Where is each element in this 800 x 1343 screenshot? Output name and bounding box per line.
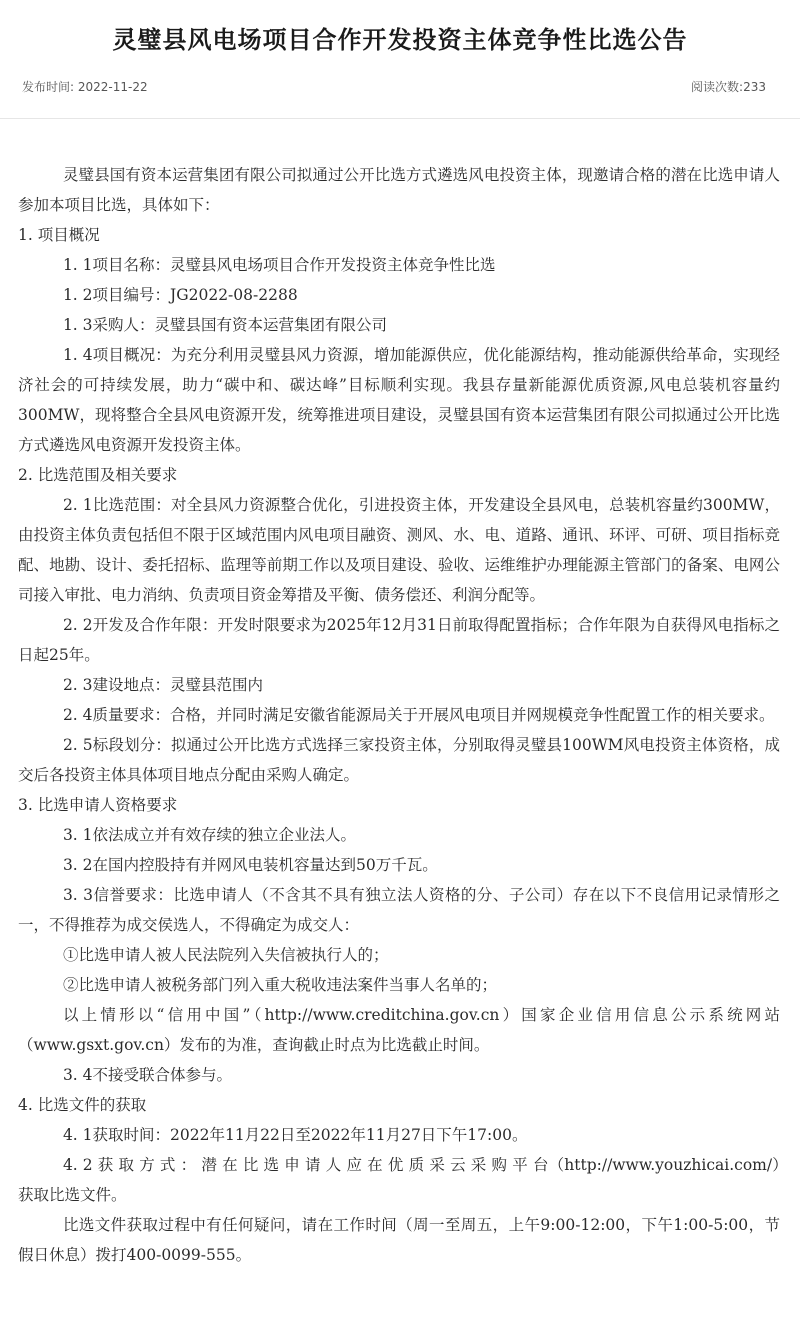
- paragraph: 2. 4质量要求：合格，并同时满足安徽省能源局关于开展风电项目并网规模竞争性配置工作的相关要求。: [62, 706, 775, 724]
- paragraph: 4. 1获取时间：2022年11月22日至2022年11月27日下午17:00。: [62, 1126, 528, 1144]
- publish-date: 2022-11-22: [77, 80, 148, 94]
- meta-row: [22, 78, 766, 96]
- paragraph: 3. 4不接受联合体参与。: [62, 1066, 233, 1084]
- publish-info: [22, 78, 148, 95]
- article-body: [18, 160, 780, 1270]
- paragraph: 1. 3采购人：灵璧县国有资本运营集团有限公司: [62, 316, 388, 334]
- paragraph: 2. 5标段划分：拟通过公开比选方式选择三家投资主体，分别取得灵璧县100WM风电投资主体资格，成交后各投资主体具体项目地点分配由采购人确定。: [18, 736, 780, 784]
- paragraph: 灵璧县国有资本运营集团有限公司拟通过公开比选方式遴选风电投资主体，现邀请合格的潜在比选申请人参加本项目比选，具体如下：: [18, 166, 780, 214]
- paragraph: 3. 3信誉要求：比选申请人（不含其不具有独立法人资格的分、子公司）存在以下不良信用记录情形之一，不得推荐为成交侯选人，不得确定为成交人：: [18, 886, 780, 934]
- paragraph: 2. 2开发及合作年限：开发时限要求为2025年12月31日前取得配置指标；合作年限为自获得风电指标之日起25年。: [18, 616, 780, 664]
- paragraph: 3. 比选申请人资格要求: [18, 796, 178, 814]
- article-header: [0, 0, 800, 119]
- paragraph: 1. 1项目名称：灵璧县风电场项目合作开发投资主体竞争性比选: [62, 256, 496, 274]
- read-count: 233: [743, 80, 766, 94]
- paragraph: 4. 2 获 取 方 式 ： 潜 在 比 选 申 请 人 应 在 优 质 采 云 采 购 平 台（http://www.youzhicai.com/）获取比选文件。: [18, 1156, 780, 1204]
- paragraph: 3. 1依法成立并有效存续的独立企业法人。: [62, 826, 357, 844]
- paragraph: ②比选申请人被税务部门列入重大税收违法案件当事人名单的；: [62, 976, 497, 994]
- paragraph: 以上情形以“信用中国”（http://www.creditchina.gov.cn）国家企业信用信息公示系统网站（www.gsxt.gov.cn）发布的为准，查询截止时点为比选截止时间。: [18, 1006, 780, 1054]
- paragraph: 4. 比选文件的获取: [18, 1096, 147, 1114]
- paragraph: 比选文件获取过程中有任何疑问，请在工作时间（周一至周五，上午9:00-12:00，下午1:00-5:00，节假日休息）拨打400-0099-555。: [18, 1216, 780, 1264]
- paragraph: 2. 3建设地点：灵璧县范围内: [62, 676, 264, 694]
- read-label: 阅读次数:: [691, 80, 744, 94]
- paragraph: 1. 项目概况: [18, 226, 100, 244]
- paragraph: ①比选申请人被人民法院列入失信被执行人的；: [62, 946, 389, 964]
- page-title: 灵璧县风电场项目合作开发投资主体竞争性比选公告: [112, 26, 688, 54]
- paragraph: 1. 2项目编号：JG2022-08-2288: [62, 286, 298, 304]
- read-count-info: [691, 78, 766, 95]
- paragraph: 1. 4项目概况：为充分利用灵璧县风力资源，增加能源供应，优化能源结构，推动能源供给革命，实现经济社会的可持续发展，助力“碳中和、碳达峰”目标顺利实现。我县存量新能源优质资源,风电总装机容量约300MW，现将整合全县风电资源开发，统筹推进项目建设，灵璧县国有资本运营集团有限公司拟通过公开比选方式遴选风电资源开发投资主体。: [18, 346, 780, 454]
- paragraph: 3. 2在国内控股持有并网风电装机容量达到50万千瓦。: [62, 856, 438, 874]
- paragraph: 2. 1比选范围：对全县风力资源整合优化，引进投资主体，开发建设全县风电，总装机容量约300MW，由投资主体负责包括但不限于区域范围内风电项目融资、测风、水、电、道路、通讯、环评、可研、项目指标竞配、地勘、设计、委托招标、监理等前期工作以及项目建设、验收、运维维护办理能源主管部门的备案、电网公司接入审批、电力消纳、负责项目资金筹措及平衡、债务偿还、利润分配等。: [18, 496, 780, 604]
- publish-label: 发布时间:: [22, 80, 75, 94]
- paragraph: 2. 比选范围及相关要求: [18, 466, 178, 484]
